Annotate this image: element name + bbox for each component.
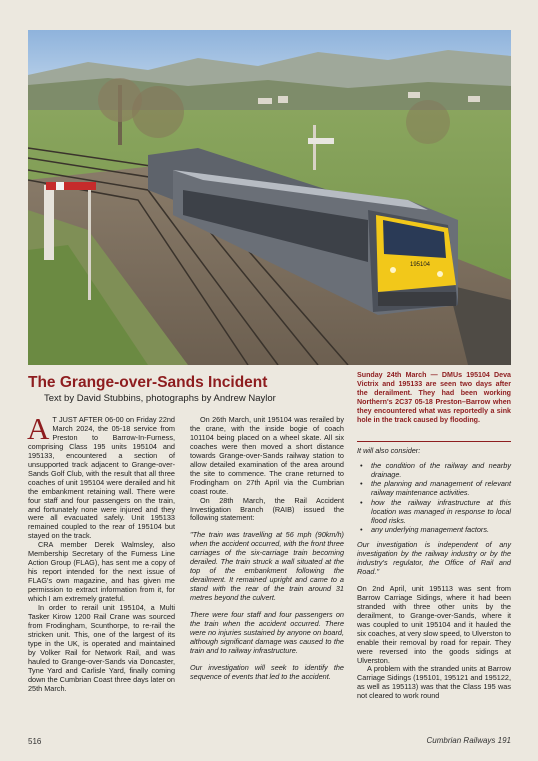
paragraph: On 2nd April, unit 195113 was sent from Barrow Carriage Sidings, where it had been stranded with three other units by the derailment, to Grange-over-Sands, where it was coupled to unit 195104 and it hauled the six coaches, at very slow speed, to Ulverston to enable their removal by road for repair. They were reversed into the goods sidings at Ulverston. — [357, 583, 511, 665]
list-item: • any underlying management factors. — [371, 526, 511, 535]
raib-quote: "The train was travelling at 56 mph (90km/h) when the accident occurred, with the front three carriages of the six-carriage train becoming derailed. The train struck a wall situated at the top of the embankment following the derailment. It remained upright and came to a stand with the rear of the train around 31 metres beyond the culvert. — [190, 530, 344, 603]
raib-quote: Our investigation is independent of any investigation by the railway industry or by the industry's regulator, the Office of Rail and Road." — [357, 540, 511, 576]
raib-quote: It will also consider: — [357, 446, 421, 455]
paragraph: A problem with the stranded units at Barrow Carriage Sidings (195101, 195121 and 195122, as well as 195113) was that the Class 195 was not cleared to work round — [357, 664, 511, 701]
drop-cap: A — [27, 411, 50, 446]
paragraph: On 26th March, unit 195104 was rerailed by the crane, with the inside bogie of coach 101104 being placed on a wheel skate. All six coaches were then moved a short distance towards Grange-over-Sands railway station to allow detailed examination of the area around the site to commence. The crane returned to Frodingham on 27th April via the Cumbrian coast route. — [190, 415, 344, 496]
photo-caption: Sunday 24th March — DMUs 195104 Deva Victrix and 195133 are seen two days after the derailment. They had been working Northern's 2C37 05-18 Preston–Barrow when they encountered what was reportedly a sink hole in the track caused by flooding. — [357, 371, 511, 425]
article-byline: Text by David Stubbins, photographs by Andrew Naylor — [44, 393, 276, 404]
text-column-3 — [357, 447, 511, 701]
paragraph: On 28th March, the Rail Accident Investigation Branch (RAIB) issued the following statement: — [190, 495, 344, 523]
list-item: • the condition of the railway and nearby drainage. — [371, 462, 511, 480]
raib-quote: Our investigation will seek to identify the sequence of events that led to the accident. — [190, 662, 344, 681]
article-title: The Grange-over-Sands Incident — [28, 374, 268, 391]
paragraph: In order to rerail unit 195104, a Multi Tasker Kirow 1200 Rail Crane was sourced from Frodingham, Scunthorpe, to re-rail the stricken unit. This, one of the largest of its type in the UK, is operated and maintained by Volker Rail for Network Rail, and was hauled to Grange-over-Sands via Doncaster, Tyne Yard and Carlisle Yard, finally coming down the Cumbrian Coast three days later on 25th March. — [28, 603, 175, 693]
text-column-1 — [27, 411, 175, 694]
paragraph: A T JUST AFTER 06-00 on Friday 22nd March 2024, the 05-18 service from Preston to Barrow-In-Furness, comprising Class 195 units 195104 and 195133, encountered a section of unsupported track adjacent to Grange-over-Sands Golf Club, with the result that all three coaches of unit 195104 were derailed and hit the embankment retaining wall. There were four staff and four passengers on the train, and fortunately none were injured and they were all evacuated safely. Unit 195133 remained coupled to the rear of 195104 but stayed on the track. — [27, 411, 175, 541]
considerations-list — [357, 462, 511, 535]
list-item: • how the railway infrastructure at this location was managed in response to local flood risks. — [371, 499, 511, 526]
list-item: • the planning and management of relevant railway maintenance activities. — [371, 480, 511, 498]
paragraph: CRA member Derek Walmsley, also Membership Secretary of the Furness Line Action Group (FLAG), has sent me a copy of his report intended for the next issue of FLAG's own magazine, and has given me permission to extract information from it, for which I am extremely grateful. — [28, 540, 175, 604]
caption-divider — [357, 441, 511, 442]
magazine-footer: Cumbrian Railways 191 — [426, 736, 511, 745]
unit-number-plate: 195104 — [410, 262, 431, 268]
text-column-2 — [190, 416, 344, 682]
raib-quote: There were four staff and four passengers on the train when the accident occurred. There were no injuries sustained by anyone on board, although significant damage was caused to the train and to railway infrastructure. — [190, 610, 344, 655]
derailment-photo — [28, 30, 511, 365]
train-scene-image — [28, 30, 511, 365]
page-number: 516 — [28, 737, 42, 746]
